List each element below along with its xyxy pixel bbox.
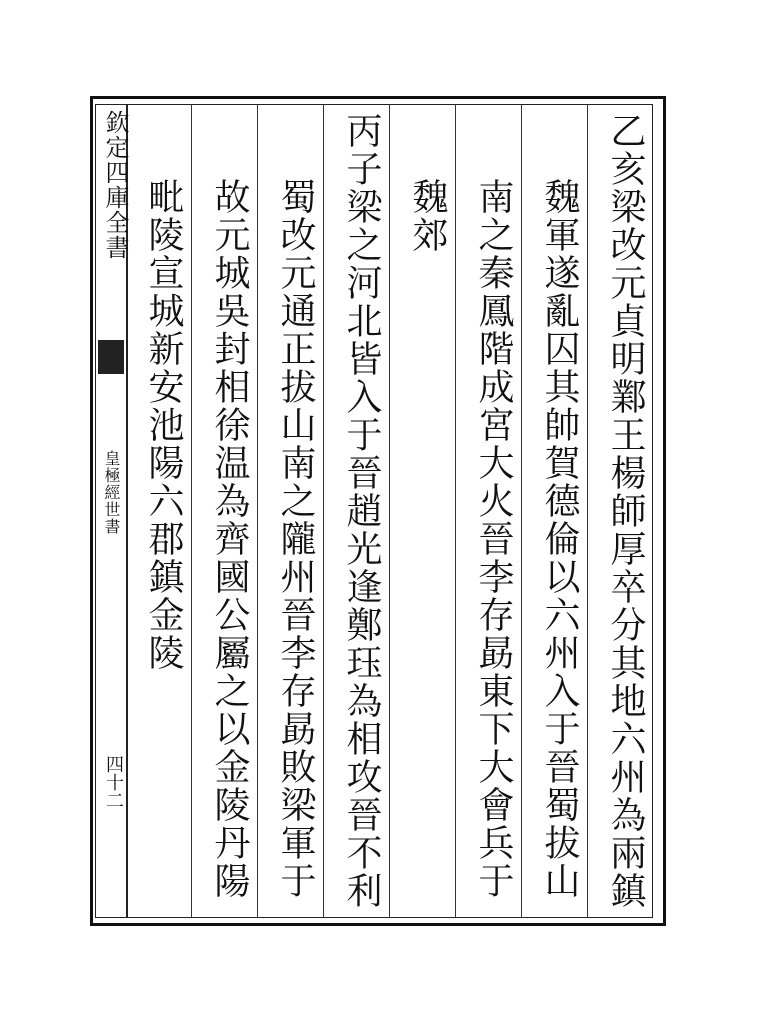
book-title: 欽定四庫全書 bbox=[101, 110, 129, 260]
text-column-8: 毗陵宣城新安池陽六郡鎮金陵 bbox=[143, 178, 184, 672]
column-divider bbox=[389, 104, 390, 918]
column-divider bbox=[323, 104, 324, 918]
column-divider bbox=[587, 104, 588, 918]
text-column-7: 故元城吳封相徐温為齊國公屬之以金陵丹陽 bbox=[209, 178, 250, 900]
text-column-4: 魏郊 bbox=[407, 178, 448, 254]
text-column-1: 乙亥梁改元貞明鄴王楊師厚卒分其地六州為兩鎮 bbox=[605, 112, 646, 910]
text-column-6: 蜀改元通正拔山南之隴州晉李存勗敗梁軍于 bbox=[275, 178, 316, 900]
column-divider bbox=[521, 104, 522, 918]
book-subtitle: 皇極經世書 bbox=[102, 450, 121, 535]
text-column-5: 丙子梁之河北皆入于晉趙光逢鄭珏為相攻晉不利 bbox=[341, 112, 382, 910]
text-column-3: 南之秦鳳階成宮大火晉李存勗東下大會兵于 bbox=[473, 178, 514, 900]
fish-tail-mark-icon bbox=[98, 340, 124, 374]
page-number: 四十二 bbox=[103, 755, 124, 809]
column-divider bbox=[455, 104, 456, 918]
column-divider bbox=[191, 104, 192, 918]
column-divider bbox=[257, 104, 258, 918]
text-column-2: 魏軍遂亂囚其帥賀德倫以六州入于晉蜀拔山 bbox=[539, 178, 580, 900]
